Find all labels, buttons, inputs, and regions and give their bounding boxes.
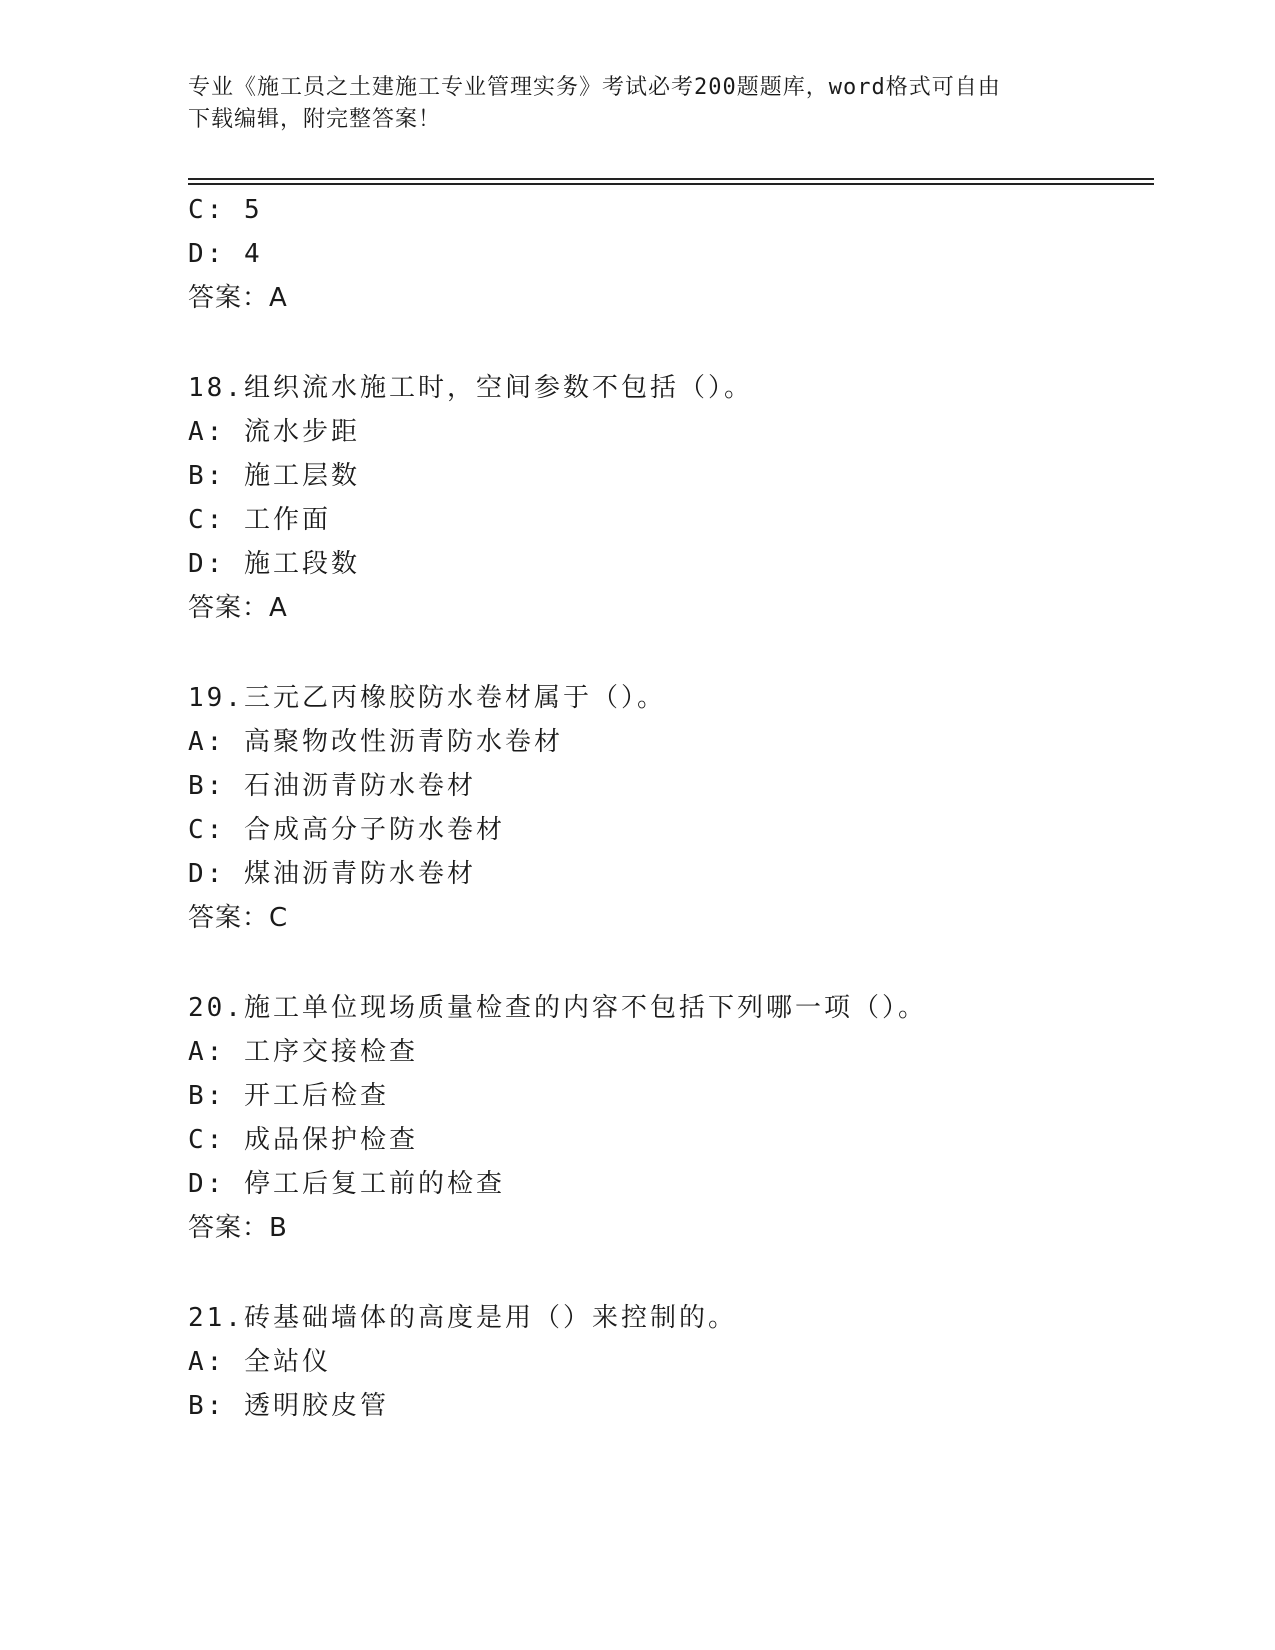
question-21-stem: 21.砖基础墙体的高度是用（）来控制的。 [188,1303,737,1333]
question-19-stem: 19.三元乙丙橡胶防水卷材属于（）。 [188,683,666,713]
question-18-option-a: A: 流水步距 [188,417,360,447]
question-18-option-d: D: 施工段数 [188,549,360,579]
header-line-1: 专业《施工员之土建施工专业管理实务》考试必考200题题库，word格式可自由 [188,75,1001,100]
document-header [188,72,1088,136]
question-20-stem: 20.施工单位现场质量检查的内容不包括下列哪一项（）。 [188,993,927,1023]
question-20-option-c: C: 成品保护检查 [188,1125,418,1155]
question-18-answer: 答案：A [188,593,288,623]
question-19-option-d: D: 煤油沥青防水卷材 [188,859,476,889]
option-d: D: 4 [188,239,263,269]
question-21-option-a: A: 全站仪 [188,1347,331,1377]
header-line-2: 下载编辑，附完整答案！ [188,107,442,132]
question-18-option-c: C: 工作面 [188,505,331,535]
question-20-option-d: D: 停工后复工前的检查 [188,1169,505,1199]
question-20-option-b: B: 开工后检查 [188,1081,389,1111]
question-20-option-a: A: 工序交接检查 [188,1037,418,1067]
option-c: C: 5 [188,195,263,225]
question-20-answer: 答案：B [188,1213,288,1243]
question-19-answer: 答案：C [188,903,289,933]
header-divider-top [188,178,1154,180]
header-divider-bottom [188,183,1154,185]
answer-line: 答案：A [188,283,288,313]
question-19-option-c: C: 合成高分子防水卷材 [188,815,505,845]
question-19-option-b: B: 石油沥青防水卷材 [188,771,476,801]
question-19-option-a: A: 高聚物改性沥青防水卷材 [188,727,563,757]
question-18-stem: 18.组织流水施工时，空间参数不包括（）。 [188,373,753,403]
question-18-option-b: B: 施工层数 [188,461,360,491]
question-21-option-b: B: 透明胶皮管 [188,1391,389,1421]
